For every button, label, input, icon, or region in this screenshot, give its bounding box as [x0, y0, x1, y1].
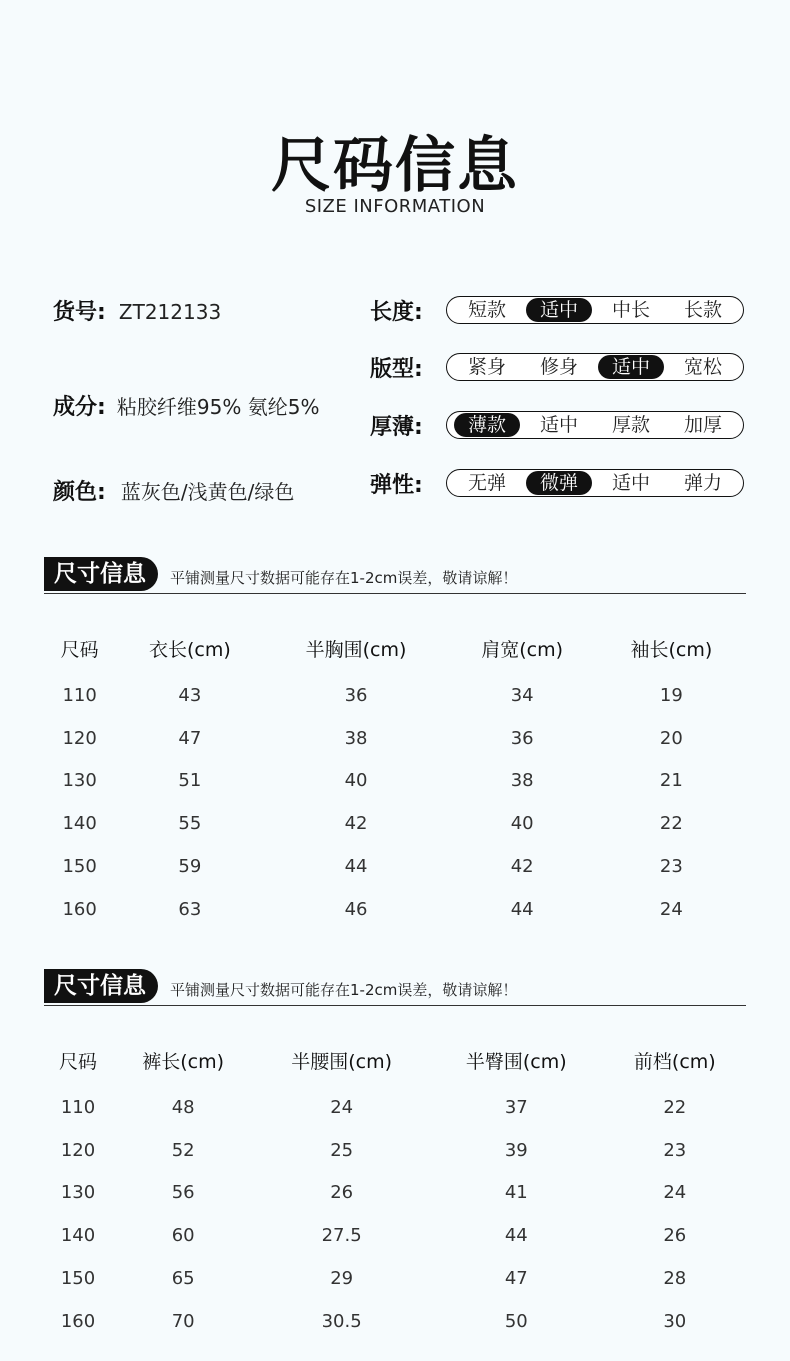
composition-value: 粘胶纤维95% 氨纶5% [116, 395, 320, 419]
table-cell: 38 [344, 727, 368, 749]
table-row [44, 674, 746, 717]
table-cell: 25 [330, 1139, 354, 1161]
color-value: 蓝灰色/浅黄色/绿色 [120, 480, 295, 504]
attribute-label: 弹性: [370, 472, 423, 498]
table-cell: 55 [178, 813, 202, 835]
column-header: 半胸围(cm) [305, 638, 407, 661]
column-header: 前档(cm) [633, 1050, 716, 1073]
attribute-row [370, 468, 744, 498]
table-cell: 140 [60, 1225, 96, 1247]
table-cell: 30.5 [321, 1310, 362, 1332]
table-row [44, 802, 746, 845]
color-label: 颜色: [53, 480, 106, 505]
table-row [44, 1086, 746, 1129]
section-note: 平铺测量尺寸数据可能存在1-2cm误差，敬请谅解！ [170, 569, 518, 587]
table-row [44, 1172, 746, 1215]
table-cell: 36 [510, 727, 534, 749]
composition-row [53, 390, 319, 421]
table-cell: 47 [178, 727, 202, 749]
table-cell: 160 [62, 898, 97, 920]
section-divider [44, 593, 746, 594]
attribute-option: 修身 [539, 356, 578, 378]
table-cell: 29 [330, 1268, 354, 1290]
column-header: 裤长(cm) [142, 1050, 225, 1073]
table-cell: 43 [178, 684, 202, 706]
composition-label: 成分: [53, 395, 106, 420]
table-row [44, 845, 746, 888]
attribute-row [370, 295, 744, 325]
column-header: 肩宽(cm) [481, 638, 564, 661]
table-row [44, 1300, 746, 1343]
table-cell: 56 [171, 1182, 195, 1204]
table-cell: 20 [659, 727, 683, 749]
table-cell: 30 [663, 1310, 687, 1332]
table-cell: 22 [663, 1096, 687, 1118]
table-cell: 40 [510, 813, 534, 835]
table-cell: 40 [344, 770, 368, 792]
table-cell: 28 [663, 1268, 687, 1290]
table-cell: 42 [510, 856, 534, 878]
table-cell: 51 [178, 770, 202, 792]
table-cell: 22 [659, 813, 683, 835]
attribute-option: 宽松 [683, 356, 722, 378]
attribute-option: 适中 [611, 472, 650, 494]
column-header: 尺码 [60, 638, 99, 661]
attribute-options [446, 296, 744, 324]
table-cell: 65 [171, 1268, 195, 1290]
table-cell: 44 [344, 856, 368, 878]
sku-row [53, 295, 221, 326]
section-badge: 尺寸信息 [44, 969, 158, 1003]
attribute-option-selected: 薄款 [454, 413, 520, 437]
table-cell: 44 [510, 898, 534, 920]
attribute-label: 版型: [370, 356, 423, 382]
attribute-option: 紧身 [467, 356, 506, 378]
table-cell: 19 [659, 684, 683, 706]
table-cell: 50 [504, 1310, 528, 1332]
table-cell: 23 [663, 1139, 687, 1161]
attribute-option: 中长 [611, 299, 650, 321]
attribute-row [370, 352, 744, 382]
table-cell: 24 [330, 1096, 354, 1118]
attribute-options [446, 469, 744, 497]
top-size-table [44, 622, 746, 931]
table-cell: 38 [510, 770, 534, 792]
table-cell: 44 [504, 1225, 528, 1247]
attribute-option: 长款 [683, 299, 722, 321]
table-cell: 130 [62, 770, 97, 792]
attribute-option-selected: 适中 [526, 298, 592, 322]
bottom-size-table [44, 1034, 746, 1343]
table-cell: 140 [62, 813, 97, 835]
table-row [44, 760, 746, 803]
table-cell: 23 [659, 856, 683, 878]
table-cell: 46 [344, 898, 368, 920]
column-header: 衣长(cm) [148, 638, 231, 661]
column-header: 尺码 [58, 1050, 97, 1073]
section-divider [44, 1005, 746, 1006]
column-header: 半臀围(cm) [465, 1050, 567, 1073]
page-title: 尺码信息 [271, 131, 519, 201]
table-cell: 41 [504, 1182, 528, 1204]
sku-label: 货号: [53, 300, 106, 325]
section-badge: 尺寸信息 [44, 557, 158, 591]
table-cell: 36 [344, 684, 368, 706]
attribute-options [446, 411, 744, 439]
table-cell: 110 [62, 684, 97, 706]
table-cell: 150 [62, 856, 97, 878]
table-cell: 110 [60, 1096, 96, 1118]
table-cell: 34 [510, 684, 534, 706]
top-section-header [44, 557, 746, 597]
attribute-option: 加厚 [683, 414, 722, 436]
table-cell: 24 [663, 1182, 687, 1204]
table-cell: 150 [60, 1268, 96, 1290]
table-cell: 21 [659, 770, 683, 792]
table-cell: 120 [62, 727, 97, 749]
attribute-option-selected: 微弹 [526, 471, 592, 495]
table-cell: 120 [60, 1139, 96, 1161]
table-cell: 42 [344, 813, 368, 835]
attribute-label: 厚薄: [370, 414, 423, 440]
table-cell: 27.5 [321, 1225, 362, 1247]
table-row [44, 888, 746, 931]
table-cell: 59 [178, 856, 202, 878]
table-cell: 60 [171, 1225, 195, 1247]
attribute-option: 厚款 [611, 414, 650, 436]
attribute-option: 适中 [539, 414, 578, 436]
table-cell: 37 [504, 1096, 528, 1118]
table-cell: 70 [171, 1310, 195, 1332]
table-cell: 52 [171, 1139, 195, 1161]
table-cell: 63 [178, 898, 202, 920]
attribute-option: 无弹 [467, 472, 506, 494]
attribute-label: 长度: [370, 299, 423, 325]
table-cell: 26 [330, 1182, 354, 1204]
color-row [53, 475, 294, 506]
table-cell: 24 [659, 898, 683, 920]
table-cell: 26 [663, 1225, 687, 1247]
table-cell: 130 [60, 1182, 96, 1204]
table-row [44, 1257, 746, 1300]
attribute-options [446, 353, 744, 381]
table-row [44, 1129, 746, 1172]
table-row [44, 717, 746, 760]
page-subtitle: SIZE INFORMATION [304, 196, 486, 217]
table-cell: 47 [504, 1268, 528, 1290]
bottom-section-header [44, 969, 746, 1009]
table-cell: 48 [171, 1096, 195, 1118]
table-cell: 39 [504, 1139, 528, 1161]
attribute-row [370, 410, 744, 440]
sku-value: ZT212133 [118, 300, 222, 324]
section-note: 平铺测量尺寸数据可能存在1-2cm误差，敬请谅解！ [170, 981, 518, 999]
attribute-option: 弹力 [683, 472, 722, 494]
table-cell: 160 [60, 1310, 96, 1332]
column-header: 半腰围(cm) [291, 1050, 393, 1073]
attribute-option: 短款 [467, 299, 506, 321]
attribute-option-selected: 适中 [598, 355, 664, 379]
column-header: 袖长(cm) [630, 638, 713, 661]
table-row [44, 1214, 746, 1257]
